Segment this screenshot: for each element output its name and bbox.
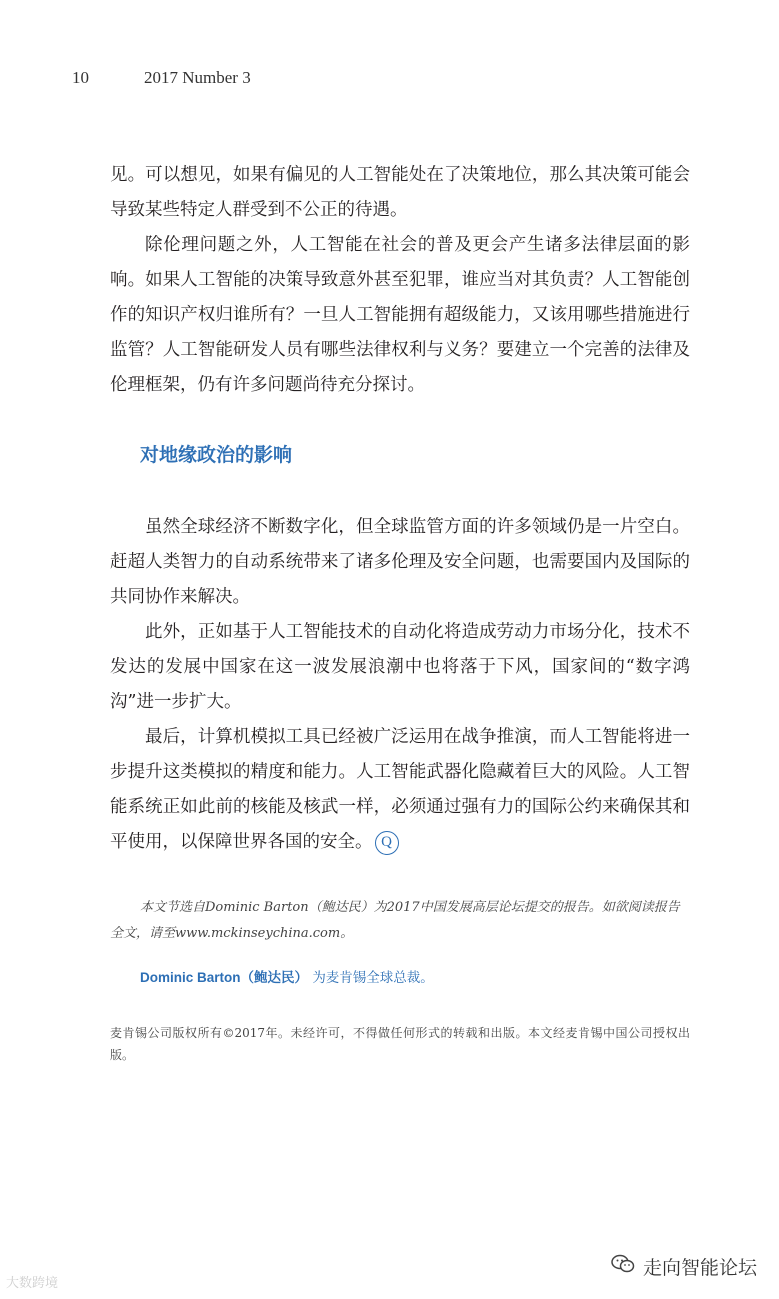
source-note: 本文节选自Dominic Barton（鲍达民）为2017中国发展高层论坛提交的报告。如欲阅读报告全文，请至www.mckinseychina.com。 — [110, 900, 680, 941]
copyright-notice: 麦肯锡公司版权所有©2017年。未经许可，不得做任何形式的转载和出版。本文经麦肯锡中国公司授权出版。 — [110, 1026, 690, 1062]
page-header — [72, 68, 251, 88]
paragraph-text: 最后，计算机模拟工具已经被广泛运用在战争推演，而人工智能将进一步提升这类模拟的精度和能力。人工智能武器化隐藏着巨大的风险。人工智能系统正如此前的核能及核武一样，必须通过强有力的国际公约来确保其和平使用，以保障世界各国的安全。 — [110, 727, 690, 852]
author-name: Dominic Barton（鲍达民） — [140, 970, 309, 985]
wechat-icon — [611, 1254, 635, 1279]
end-mark-icon: Q — [375, 831, 399, 855]
watermark-left: 大数跨境 — [6, 1276, 59, 1291]
article-body-top — [110, 158, 690, 403]
author-role: 为麦肯锡全球总裁。 — [312, 970, 434, 986]
watermark-right — [611, 1253, 757, 1280]
page-number: 10 — [72, 68, 89, 87]
issue-label: 2017 Number 3 — [144, 68, 251, 87]
watermark-right-label: 走向智能论坛 — [642, 1257, 757, 1279]
article-body-bottom — [110, 510, 690, 860]
paragraph: 此外，正如基于人工智能技术的自动化将造成劳动力市场分化，技术不发达的发展中国家在这一波发展浪潮中也将落于下风，国家间的“数字鸿沟”进一步扩大。 — [110, 622, 690, 712]
author-bio — [140, 966, 434, 986]
section-heading: 对地缘政治的影响 — [140, 444, 293, 466]
paragraph: 除伦理问题之外，人工智能在社会的普及更会产生诸多法律层面的影响。如果人工智能的决策导致意外甚至犯罪，谁应当对其负责？人工智能创作的知识产权归谁所有？一旦人工智能拥有超级能力，又该用哪些措施进行监管？人工智能研发人员有哪些法律权利与义务？要建立一个完善的法律及伦理框架，仍有许多问题尚待充分探讨。 — [110, 235, 690, 395]
paragraph: 虽然全球经济不断数字化，但全球监管方面的许多领域仍是一片空白。赶超人类智力的自动系统带来了诸多伦理及安全问题，也需要国内及国际的共同协作来解决。 — [110, 517, 690, 607]
paragraph: 见。可以想见，如果有偏见的人工智能处在了决策地位，那么其决策可能会导致某些特定人群受到不公正的待遇。 — [110, 165, 690, 220]
paragraph-last — [110, 720, 690, 860]
